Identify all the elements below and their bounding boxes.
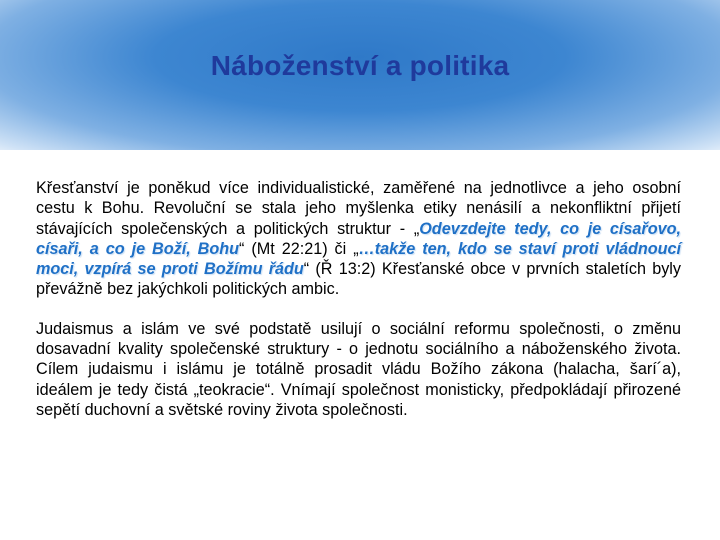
paragraph-1-text-a: Křesťanství je poněkud více individualistické, zaměřené na jednotlivce a jeho osobní cestu k Bohu. Revoluční se stala jeho myšlenka etiky nenásilí a nekonfliktní přijetí stávajících společenských a politických struktur - „ bbox=[36, 179, 681, 238]
paragraph-1-text-c: “ (Ř 13:2) Křesťanské obce v prvních staletích byly převážně bez jakýchkoli politických ambic. bbox=[36, 260, 681, 299]
paragraph-1-text-b: “ (Mt 22:21) či „ bbox=[239, 239, 359, 258]
slide-title: Náboženství a politika bbox=[210, 50, 510, 81]
paragraph-christianity bbox=[36, 178, 681, 300]
quote-romans: …takže ten, kdo se staví proti vládnoucí moci, vzpírá se proti Božímu řádu bbox=[36, 239, 681, 279]
slide-body bbox=[36, 178, 681, 420]
paragraph-judaism-islam: Judaismus a islám ve své podstatě usilují o sociální reformu společnosti, o změnu dosavadní kvality společenské struktury - o jednotu sociálního a náboženského života. Cílem judaismu i islámu je totálně prosadit vládu Božího zákona (halacha, šarí´a), ideálem je tedy čistá „teokracie“. Vnímají společnost monisticky, předpokládají přirozené sepětí duchovní a světské roviny života společnosti. bbox=[36, 319, 681, 419]
quote-matthew: Odevzdejte tedy, co je císařovo, císaři, a co je Boží, Bohu bbox=[36, 219, 681, 258]
